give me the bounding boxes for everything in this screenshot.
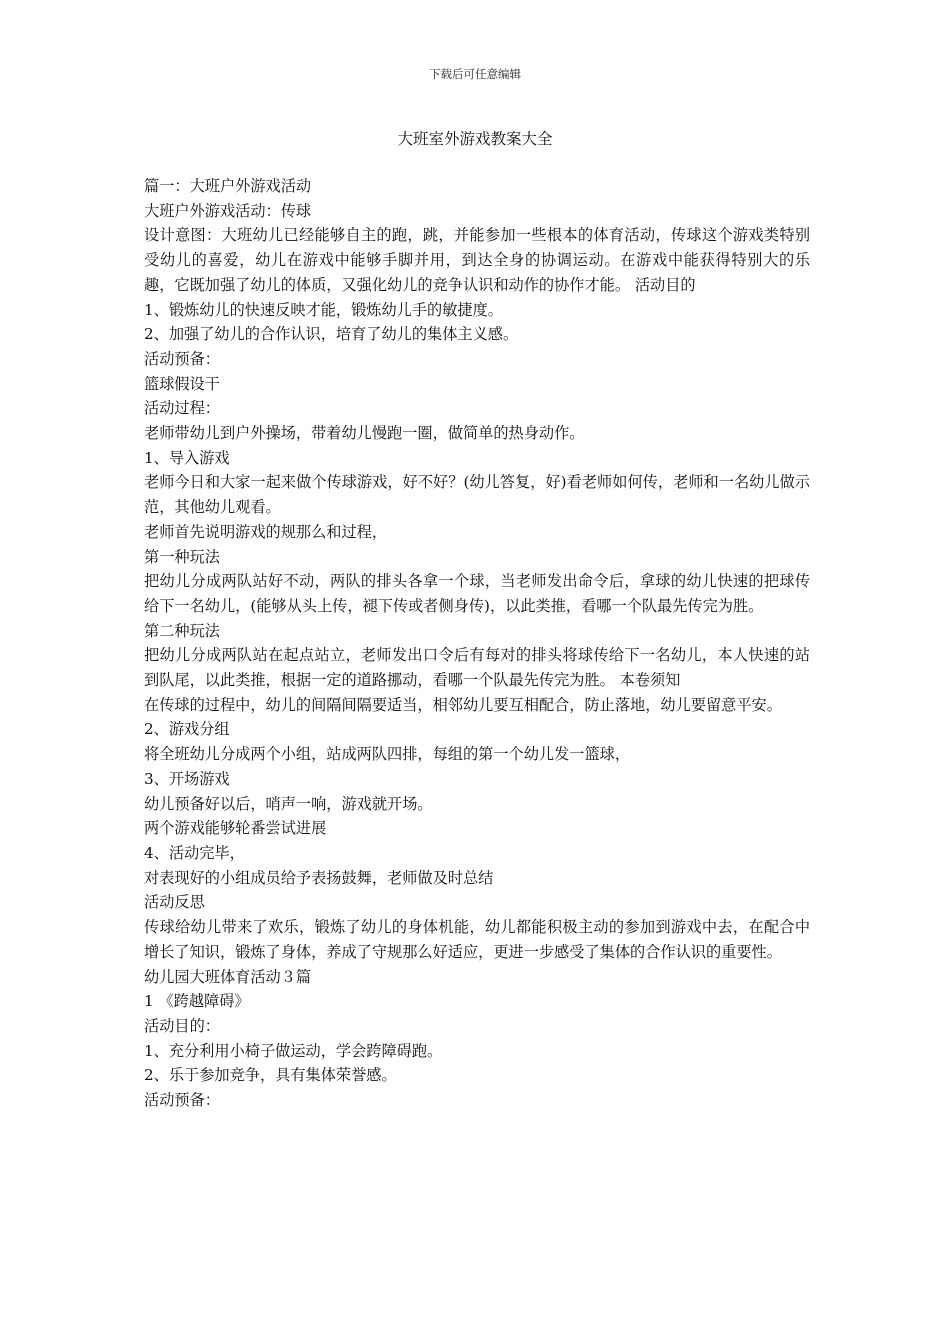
page-title: 大班室外游戏教案大全 [397, 130, 553, 148]
paragraph: 传球给幼儿带来了欢乐，锻炼了幼儿的身体机能，幼儿都能积极主动的参加到游戏中去，在配合中增长了知识，锻炼了身体，养成了守规那么好适应，更进一步感受了集体的合作认识的重要性。 [144, 918, 810, 961]
paragraph: 活动预备： [144, 349, 220, 368]
paragraph: 把幼儿分成两队站好不动，两队的排头各拿一个球，当老师发出命令后，拿球的幼儿快速的把球传给下一名幼儿，(能够从头上传，褪下传或者侧身传)，以此类推，看哪一个队最先传完为胜。 [144, 572, 810, 615]
header-note: 下载后可任意编辑 [429, 67, 521, 81]
paragraph: 篇一：大班户外游戏活动 [144, 177, 312, 195]
document-body [144, 174, 810, 1113]
paragraph: 3、开场游戏 [144, 769, 230, 788]
paragraph: 大班户外游戏活动：传球 [144, 201, 312, 220]
paragraph: 2、加强了幼儿的合作认识，培育了幼儿的集体主义感。 [144, 325, 519, 344]
paragraph: 第一种玩法 [144, 547, 220, 566]
paragraph: 第二种玩法 [144, 621, 220, 640]
paragraph: 活动预备： [144, 1091, 220, 1110]
paragraph: 4、活动完毕， [144, 843, 245, 862]
paragraph: 对表现好的小组成员给予表扬鼓舞，老师做及时总结 [144, 868, 494, 887]
paragraph: 老师今日和大家一起来做个传球游戏，好不好？(幼儿答复，好)看老师如何传，老师和一名幼儿做示范，其他幼儿观看。 [144, 473, 810, 517]
paragraph: 2、游戏分组 [144, 720, 230, 739]
paragraph: 老师带幼儿到户外操场，带着幼儿慢跑一圈，做简单的热身动作。 [144, 424, 585, 443]
paragraph: 老师首先说明游戏的规那么和过程， [144, 522, 387, 541]
paragraph: 活动反思 [144, 893, 205, 912]
paragraph: 活动目的： [144, 1016, 220, 1035]
paragraph: 1 《跨越障碍》 [144, 992, 250, 1011]
paragraph: 两个游戏能够轮番尝试进展 [144, 819, 327, 838]
paragraph: 篮球假设干 [144, 374, 220, 393]
paragraph: 在传球的过程中，幼儿的间隔间隔要适当，相邻幼儿要互相配合，防止落地，幼儿要留意平安。 [144, 695, 782, 714]
paragraph: 幼儿预备好以后，哨声一响，游戏就开场。 [144, 794, 433, 813]
paragraph: 1、充分利用小椅子做运动，学会跨障碍跑。 [144, 1041, 443, 1060]
paragraph: 1、锻炼幼儿的快速反映才能，锻炼幼儿手的敏捷度。 [144, 300, 503, 319]
paragraph: 1、导入游戏 [144, 448, 230, 467]
paragraph: 将全班幼儿分成两个小组，站成两队四排，每组的第一个幼儿发一篮球， [144, 745, 630, 764]
paragraph: 幼儿园大班体育活动３篇 [144, 967, 312, 986]
paragraph: 设计意图：大班幼儿已经能够自主的跑，跳，并能参加一些根本的体育活动，传球这个游戏类特别受幼儿的喜爱，幼儿在游戏中能够手脚并用，到达全身的协调运动。在游戏中能获得特别大的乐趣，它既加强了幼儿的体质，又强化幼儿的竞争认识和动作的协作才能。 活动目的 [144, 226, 810, 294]
paragraph: 2、乐于参加竞争，具有集体荣誉感。 [144, 1066, 397, 1085]
paragraph: 活动过程： [144, 399, 220, 418]
paragraph: 把幼儿分成两队站在起点站立，老师发出口令后有每对的排头将球传给下一名幼儿，本人快速的站到队尾，以此类推，根据一定的道路挪动，看哪一个队最先传完为胜。 本卷须知 [144, 646, 810, 690]
